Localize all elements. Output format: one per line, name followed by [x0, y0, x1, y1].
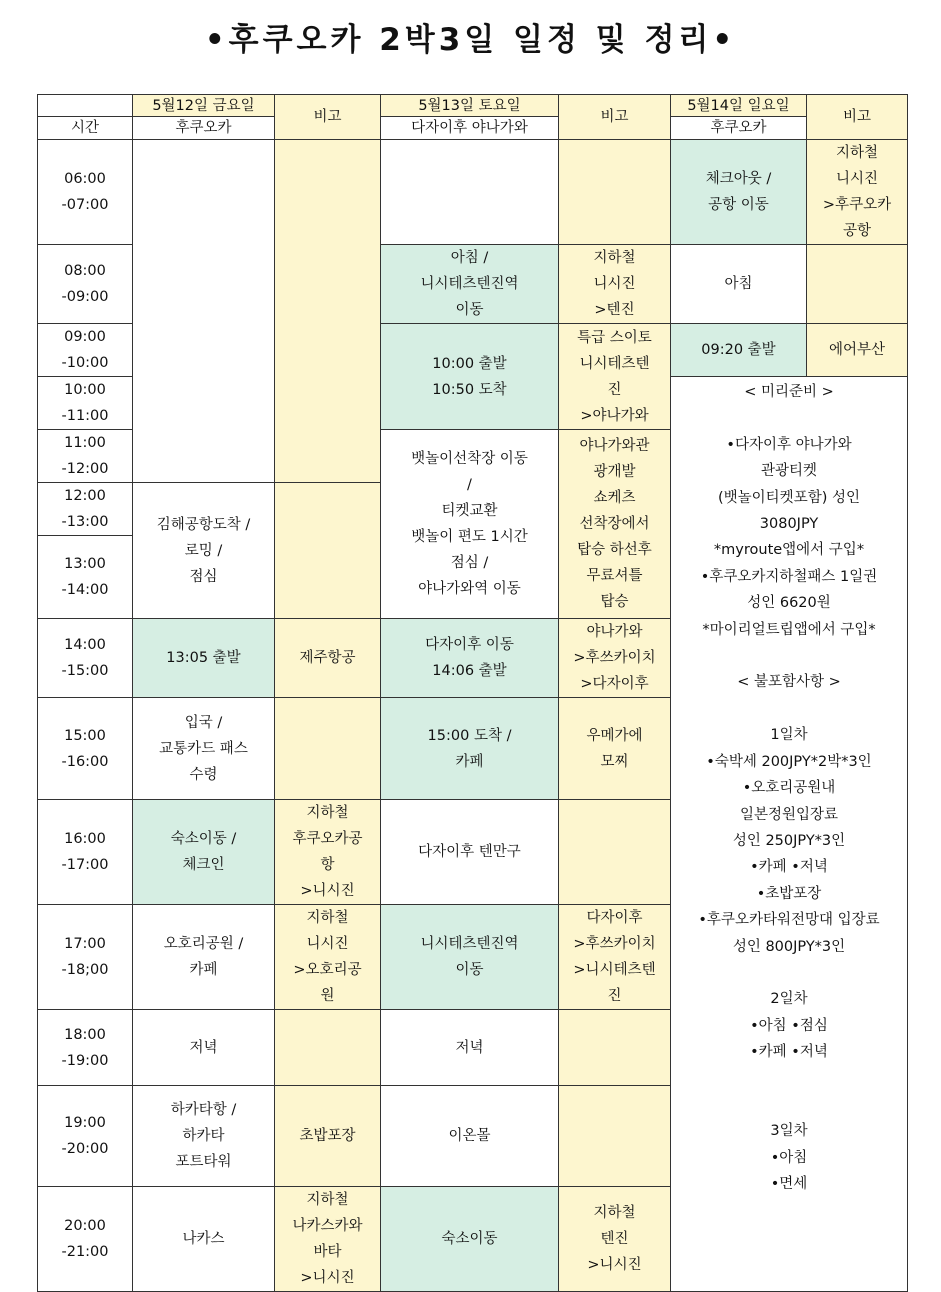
- day2-hotel-cell: 숙소이동: [381, 1187, 559, 1292]
- time-cell: 12:00 -13:00: [38, 483, 133, 536]
- day2-hotel-note-cell: 지하철 텐진 >니시진: [559, 1187, 671, 1292]
- day2-back-cell: 니시테츠텐진역 이동: [381, 905, 559, 1010]
- day1-place-header: 후쿠오카: [133, 117, 275, 140]
- day1-depart-note-cell: 제주항공: [275, 619, 381, 698]
- day1-nakasu-note-cell: 지하철 나카스카와 바타 >니시진: [275, 1187, 381, 1292]
- day2-cafe-note-cell: 우메가에 모찌: [559, 698, 671, 800]
- time-cell: 20:00 -21:00: [38, 1187, 133, 1292]
- time-cell: 19:00 -20:00: [38, 1086, 133, 1187]
- day2-train-cell: 10:00 출발 10:50 도착: [381, 324, 559, 430]
- day3-checkout-note-cell: 지하철 니시진 >후쿠오카 공항: [807, 140, 908, 245]
- day2-train-note-cell: 특급 스이토 니시테츠텐 진 >야나가와: [559, 324, 671, 430]
- time-header: 시간: [38, 117, 133, 140]
- day1-hotel-cell: 숙소이동 / 체크인: [133, 800, 275, 905]
- day1-hakata-note-cell: 초밥포장: [275, 1086, 381, 1187]
- day3-place-header: 후쿠오카: [671, 117, 807, 140]
- day2-dazaifu-note-cell: 야나가와 >후쓰카이치 >다자이후: [559, 619, 671, 698]
- day3-breakfast-cell: 아침: [671, 245, 807, 324]
- day1-note-header: 비고: [275, 95, 381, 140]
- day2-tenmangu-note-cell: [559, 800, 671, 905]
- time-cell: 17:00 -18;00: [38, 905, 133, 1010]
- day2-dinner-note-cell: [559, 1010, 671, 1086]
- day2-note-header: 비고: [559, 95, 671, 140]
- day2-date-header: 5월13일 토요일: [381, 95, 559, 117]
- day3-flight-note-cell: 에어부산: [807, 324, 908, 377]
- day2-boat-cell: 뱃놀이선착장 이동 / 티켓교환 뱃놀이 편도 1시간 점심 / 야나가와역 이동: [381, 430, 559, 619]
- day1-empty-note-cell: [275, 140, 381, 483]
- day1-depart-cell: 13:05 출발: [133, 619, 275, 698]
- day2-back-note-cell: 다자이후 >후쓰카이치 >니시테츠텐 진: [559, 905, 671, 1010]
- day1-date-header: 5월12일 금요일: [133, 95, 275, 117]
- empty-corner-cell: [38, 95, 133, 117]
- day1-arrive-note-cell: [275, 483, 381, 619]
- day1-nakasu-cell: 나카스: [133, 1187, 275, 1292]
- day3-note-header: 비고: [807, 95, 908, 140]
- day2-breakfast-note-cell: 지하철 니시진 >텐진: [559, 245, 671, 324]
- day2-aeon-cell: 이온몰: [381, 1086, 559, 1187]
- time-cell: 06:00 -07:00: [38, 140, 133, 245]
- day1-entry-note-cell: [275, 698, 381, 800]
- day2-dazaifu-cell: 다자이후 이동 14:06 출발: [381, 619, 559, 698]
- day3-date-header: 5월14일 일요일: [671, 95, 807, 117]
- day2-tenmangu-cell: 다자이후 텐만구: [381, 800, 559, 905]
- day2-cafe-cell: 15:00 도착 / 카페: [381, 698, 559, 800]
- day2-dinner-cell: 저녁: [381, 1010, 559, 1086]
- day2-empty-cell: [381, 140, 559, 245]
- day3-notes-cell: < 미리준비 > •다자이후 야나가와 관광티켓 (뱃놀이티켓포함) 성인 3080JPY *myroute앱에서 구입* •후쿠오카지하철패스 1일권 성인 6620원 *마이리얼트립앱에서 구입* < 불포함사항 > 1일차 •숙박세 200JPY*2박*3인 •오호리공원내 일본정원입장료 성인 250JPY*3인 •카페 •저녁 •초밥포장 •후쿠오카타워전망대 입장료 성인 800JPY*3인 2일차 •아침 •점심 •카페 •저녁 3일차 •아침 •면세: [671, 377, 908, 1292]
- day1-entry-cell: 입국 / 교통카드 패스 수령: [133, 698, 275, 800]
- day2-place-header: 다자이후 야나가와: [381, 117, 559, 140]
- time-cell: 09:00 -10:00: [38, 324, 133, 377]
- time-cell: 08:00 -09:00: [38, 245, 133, 324]
- day1-arrive-cell: 김해공항도착 / 로밍 / 점심: [133, 483, 275, 619]
- time-cell: 16:00 -17:00: [38, 800, 133, 905]
- time-cell: 13:00 -14:00: [38, 536, 133, 619]
- day3-flight-cell: 09:20 출발: [671, 324, 807, 377]
- day1-hakata-cell: 하카타항 / 하카타 포트타워: [133, 1086, 275, 1187]
- schedule-table: [37, 94, 908, 1292]
- day1-ohori-cell: 오호리공원 / 카페: [133, 905, 275, 1010]
- time-cell: 18:00 -19:00: [38, 1010, 133, 1086]
- time-cell: 14:00 -15:00: [38, 619, 133, 698]
- time-cell: 10:00 -11:00: [38, 377, 133, 430]
- day3-breakfast-note-cell: [807, 245, 908, 324]
- time-cell: 15:00 -16:00: [38, 698, 133, 800]
- day2-empty-note-cell: [559, 140, 671, 245]
- day2-aeon-note-cell: [559, 1086, 671, 1187]
- page-title: •후쿠오카 2박3일 일정 및 정리•: [204, 22, 737, 58]
- day2-breakfast-cell: 아침 / 니시테츠텐진역 이동: [381, 245, 559, 324]
- day1-hotel-note-cell: 지하철 후쿠오카공 항 >니시진: [275, 800, 381, 905]
- day2-boat-note-cell: 야나가와관 광개발 쇼케츠 선착장에서 탑승 하선후 무료셔틀 탑승: [559, 430, 671, 619]
- day1-dinner-cell: 저녁: [133, 1010, 275, 1086]
- day1-dinner-note-cell: [275, 1010, 381, 1086]
- day1-ohori-note-cell: 지하철 니시진 >오호리공 원: [275, 905, 381, 1010]
- time-cell: 11:00 -12:00: [38, 430, 133, 483]
- day3-checkout-cell: 체크아웃 / 공항 이동: [671, 140, 807, 245]
- day1-empty-cell: [133, 140, 275, 483]
